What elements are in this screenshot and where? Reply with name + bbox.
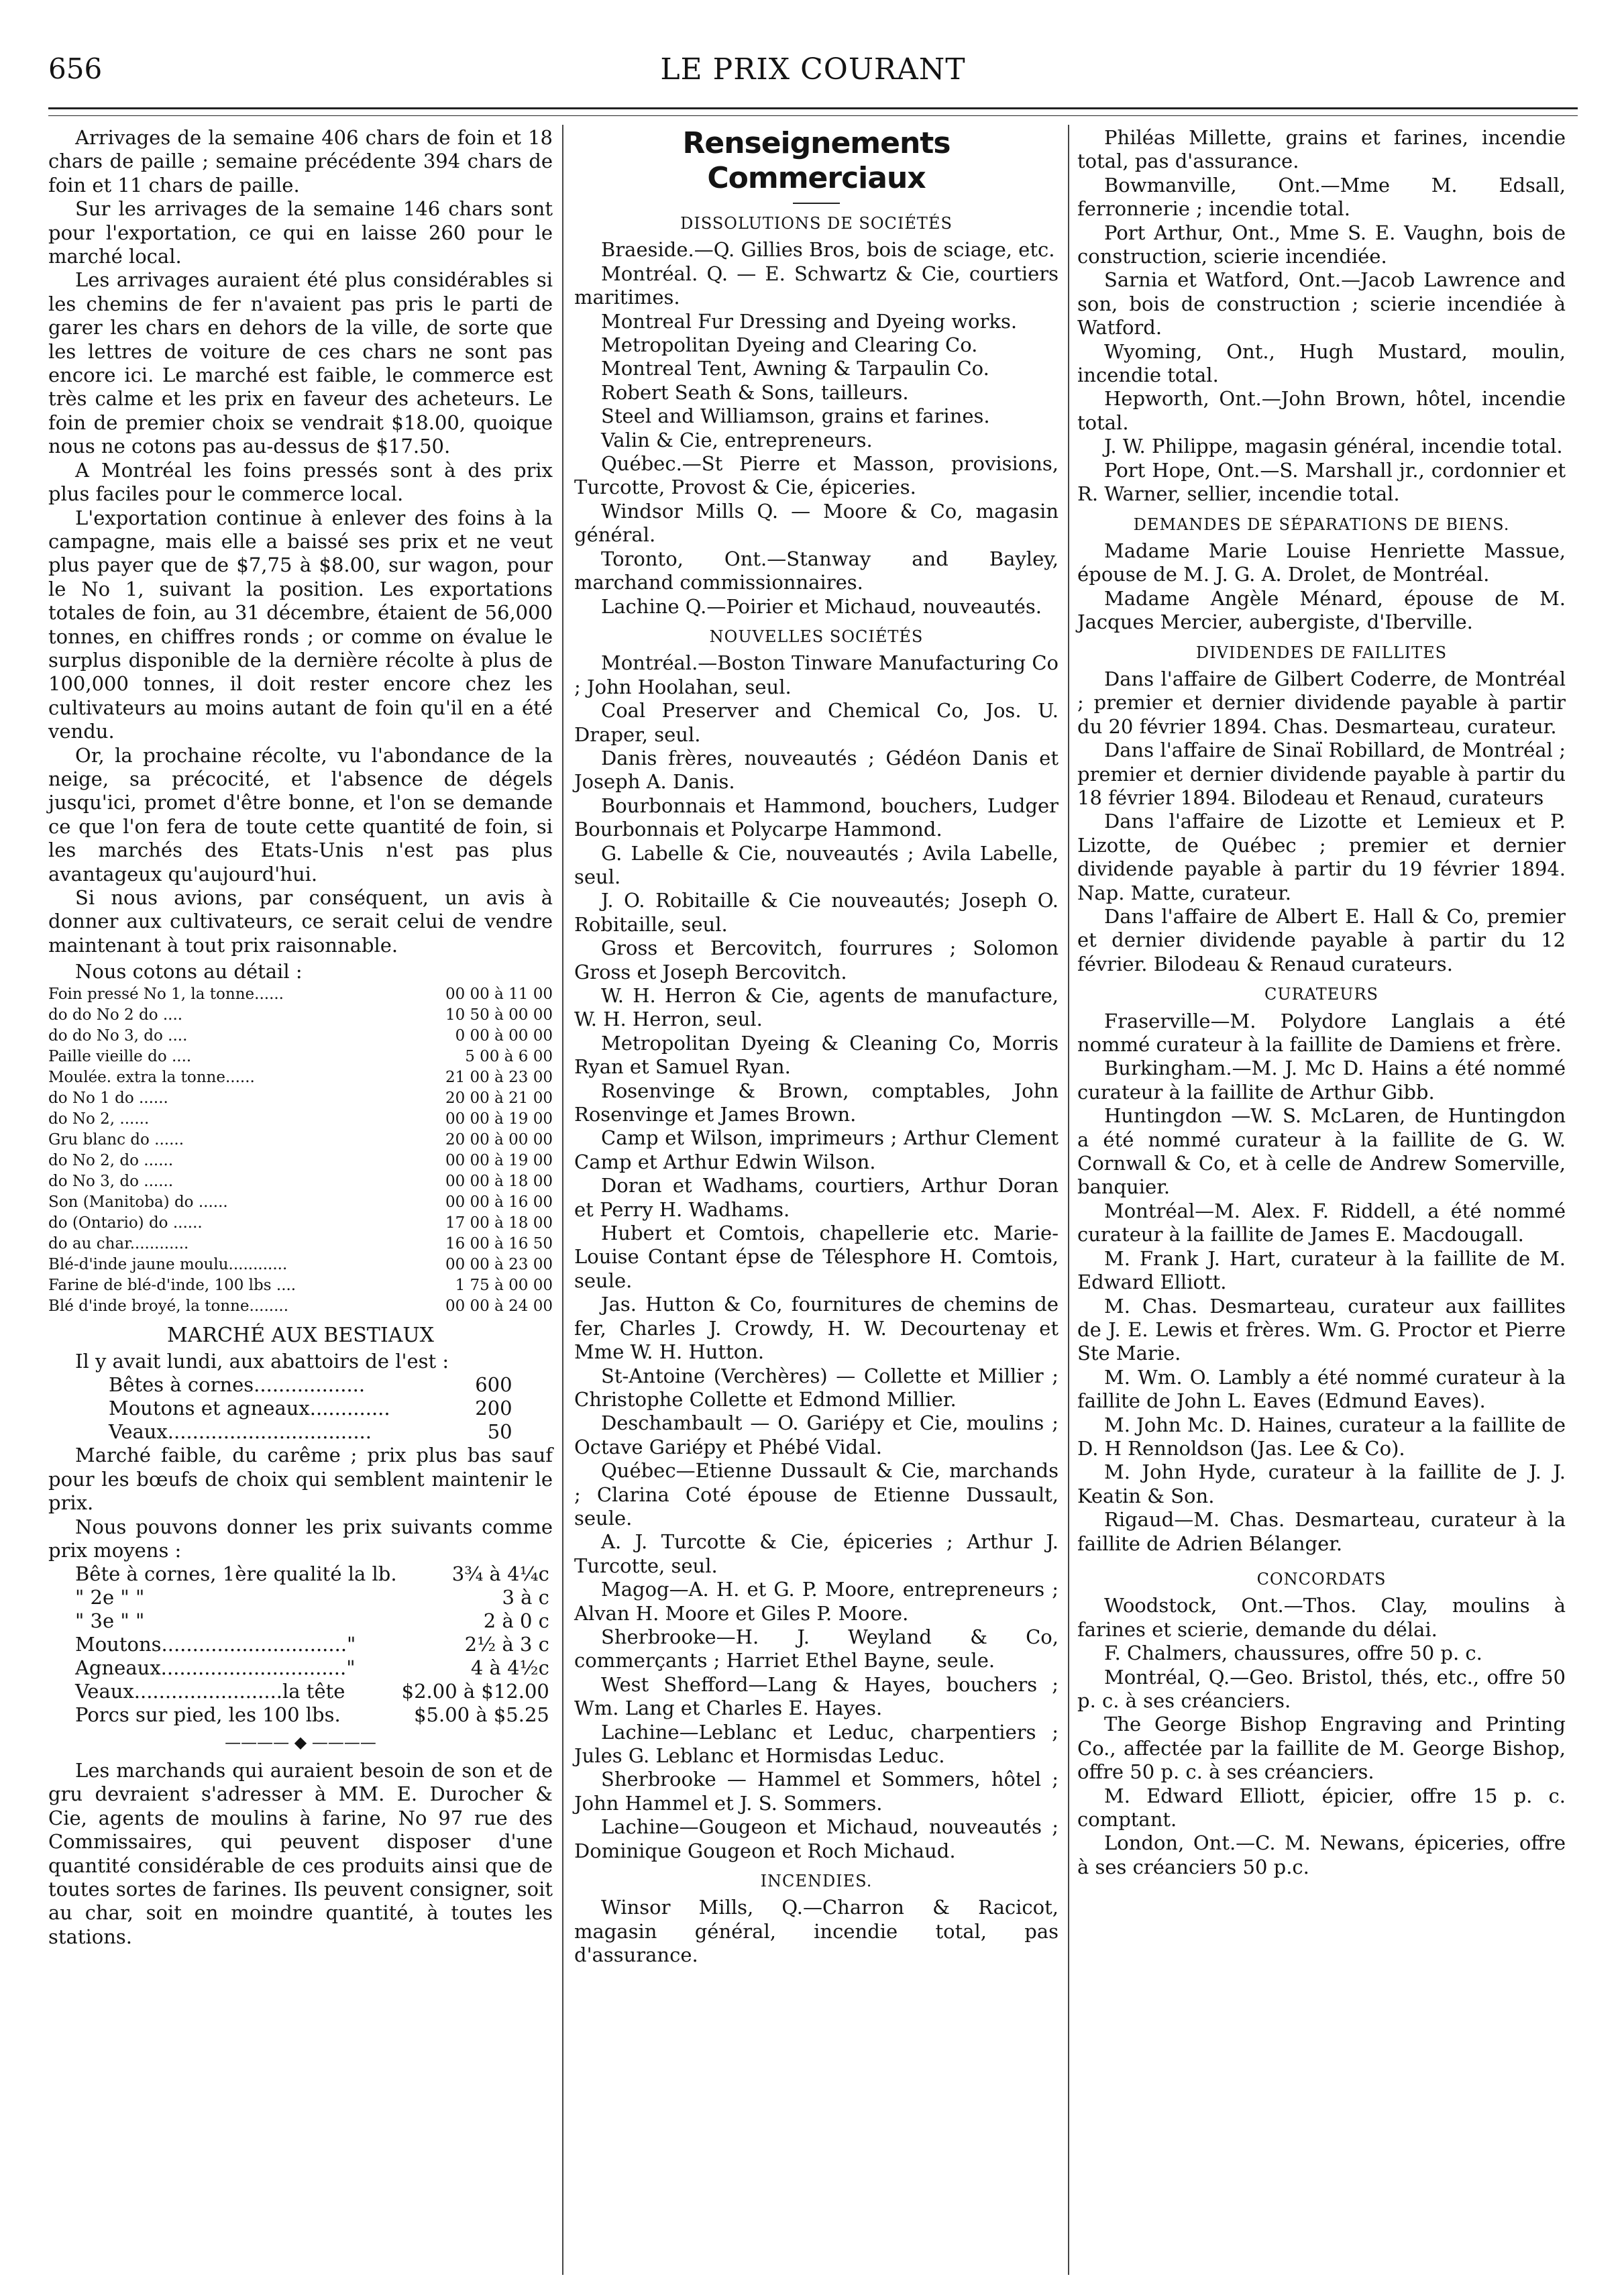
row-value: 20 00 à 21 00 [445, 1089, 553, 1107]
row-value: 20 00 à 00 00 [445, 1130, 553, 1149]
row-label: do do No 3, do .... [48, 1026, 188, 1045]
list-item: F. Chalmers, chaussures, offre 50 p. c. [1104, 1642, 1482, 1665]
list-item: Québec.—St Pierre et Masson, provisions, Turcotte, Provost & Cie, épiceries. [574, 452, 1059, 499]
incendies-heading: INCENDIES. [760, 1872, 873, 1891]
row-value: 00 00 à 19 00 [445, 1110, 553, 1128]
list-item: The George Bishop Engraving and Printing Co., affectée par la faillite de M. George Bishop, offre 50 p. c. à ses créanciers. [1077, 1713, 1566, 1784]
list-item: Braeside.—Q. Gillies Bros, bois de sciage, etc. [601, 238, 1055, 262]
average-prices-table [75, 1562, 549, 1727]
price-row [48, 1234, 553, 1255]
price-row [48, 984, 553, 1005]
row-value: 5 00 à 6 00 [465, 1047, 553, 1065]
row-value: 00 00 à 23 00 [445, 1255, 553, 1273]
price-row [48, 1213, 553, 1234]
list-item: Jas. Hutton & Co, fournitures de chemins de fer, Charles J. Crowdy, H. W. Decourtenay et Mme W. H. Hutton. [574, 1293, 1059, 1364]
livestock-row [109, 1420, 512, 1444]
row-value: 00 00 à 16 00 [445, 1193, 553, 1211]
row-label: " 2e " " [75, 1586, 145, 1609]
row-label: Farine de blé-d'inde, 100 lbs .... [48, 1276, 296, 1294]
price-table [48, 984, 553, 1317]
list-item: Port Arthur, Ont., Mme S. E. Vaughn, bois de construction, scierie incendiée. [1077, 221, 1566, 268]
price-row [48, 1192, 553, 1213]
page-number: 656 [48, 52, 103, 85]
header-rule [48, 107, 1578, 109]
livestock-text [48, 1444, 553, 1562]
list-item: Madame Angèle Ménard, épouse de M. Jacques Mercier, aubergiste, d'Iberville. [1077, 586, 1566, 634]
list-item: Montréal—M. Alex. F. Riddell, a été nommé curateur à la faillite de James E. Macdougall. [1077, 1199, 1566, 1246]
list-item: Windsor Mills Q. — Moore & Co, magasin général. [574, 499, 1059, 547]
price-row [48, 1151, 553, 1171]
concordats-list [1077, 1594, 1566, 1879]
row-value: 00 00 à 11 00 [445, 985, 553, 1003]
list-item: M. Chas. Desmarteau, curateur aux faillites de J. E. Lewis et frères. Wm. G. Proctor et Pierre Ste Marie. [1077, 1294, 1566, 1365]
dividendes-list [1077, 668, 1566, 976]
list-item: Gross et Bercovitch, fourrures ; Solomon Gross et Joseph Bercovitch. [574, 937, 1059, 983]
price-row [48, 1296, 553, 1317]
price-row [48, 1047, 553, 1067]
row-label: do (Ontario) do ...... [48, 1214, 203, 1232]
hay-market-text [48, 126, 553, 957]
list-item: Woodstock, Ont.—Thos. Clay, moulins à farines et scierie, demande du délai. [1077, 1594, 1566, 1641]
list-item: Huntingdon —W. S. McLaren, de Huntingdon a été nommé curateur à la faillite de G. W. Cornwall & Co, et à celle de Andrew Somerville, banquier. [1077, 1104, 1566, 1199]
list-item: Burkingham.—M. J. Mc D. Hains a été nommé curateur à la faillite de Arthur Gibb. [1077, 1057, 1566, 1104]
row-value: 17 00 à 18 00 [445, 1214, 553, 1232]
marche-title: MARCHÉ AUX BESTIAUX [166, 1323, 435, 1347]
price-row [48, 1171, 553, 1192]
page-title: LE PRIX COURANT [660, 52, 966, 87]
average-price-row [75, 1633, 549, 1656]
row-value: 50 [487, 1420, 512, 1444]
list-item: West Shefford—Lang & Hayes, bouchers ; Wm. Lang et Charles E. Hayes. [574, 1672, 1059, 1720]
list-item: Steel and Williamson, grains et farines. [601, 405, 990, 428]
row-label: Porcs sur pied, les 100 lbs. [75, 1703, 341, 1727]
separations-list [1077, 539, 1566, 635]
row-label: do do No 2 do .... [48, 1006, 183, 1024]
list-item: Port Hope, Ont.—S. Marshall jr., cordonnier et R. Warner, sellier, incendie total. [1077, 458, 1566, 506]
list-item: Québec—Etienne Dussault & Cie, marchands ; Clarina Coté épouse de Etienne Dussault, seule. [574, 1459, 1059, 1530]
column-2 [574, 126, 1059, 1968]
average-price-row [75, 1562, 549, 1586]
list-item: M. Wm. O. Lambly a été nommé curateur à la faillite de John L. Eaves (Edmund Eaves). [1077, 1365, 1566, 1413]
list-item: Robert Seath & Sons, tailleurs. [601, 380, 909, 404]
list-item: Hubert et Comtois, chapellerie etc. Marie-Louise Contant épse de Télesphore H. Comtois, seule. [574, 1222, 1059, 1292]
list-item: Dans l'affaire de Lizotte et Lemieux et P. Lizotte, de Québec ; premier et dernier dividende payable à partir du 19 février 1894. Nap. Matte, curateur. [1077, 810, 1566, 904]
incendies-list [574, 1896, 1059, 1967]
list-item: J. O. Robitaille & Cie nouveautés; Joseph O. Robitaille, seul. [574, 889, 1059, 936]
dissolutions-list [574, 238, 1059, 619]
durocher-notice: Les marchands qui auraient besoin de son et de gru devraient s'adresser à MM. E. Durocher & Cie, agents de moulins à farine, No 97 rue des Commissaires, qui peuvent disposer d'une quantité considérable de ces produits ainsi que de toutes sortes de farines. Ils peuvent consigner, soit au char, soit en moindre quantité, à toutes les stations. [48, 1758, 553, 1948]
list-item: Danis frères, nouveautés ; Gédéon Danis et Joseph A. Danis. [574, 746, 1059, 794]
paragraph: Marché faible, du carême ; prix plus bas sauf pour les bœufs de choix qui semblent maintenir le prix. [48, 1444, 553, 1515]
price-row [48, 1255, 553, 1275]
title-rule [793, 203, 840, 204]
row-label: Gru blanc do ...... [48, 1130, 184, 1149]
row-value: 10 50 à 00 00 [445, 1006, 553, 1024]
list-item: Rosenvinge & Brown, comptables, John Rosenvinge et James Brown. [574, 1079, 1059, 1126]
row-value: 4 à 4½c [470, 1656, 549, 1680]
column-1 [48, 126, 553, 1949]
list-item: Wyoming, Ont., Hugh Mustard, moulin, incendie total. [1077, 339, 1566, 387]
list-item: Madame Marie Louise Henriette Massue, épouse de M. J. G. A. Drolet, de Montréal. [1077, 539, 1566, 586]
average-price-row [75, 1680, 549, 1703]
curateurs-heading: CURATEURS [1264, 985, 1378, 1004]
marche-intro: Il y avait lundi, aux abattoirs de l'est : [75, 1350, 449, 1373]
list-item: Metropolitan Dyeing and Clearing Co. [601, 333, 978, 357]
row-label: Agneaux.............................." [75, 1656, 356, 1680]
list-item: Lachine—Gougeon et Michaud, nouveautés ; Dominique Gougeon et Roch Michaud. [574, 1815, 1059, 1862]
list-item: Montréal.—Boston Tinware Manufacturing Co ; John Hoolahan, seul. [574, 651, 1059, 698]
list-item: Toronto, Ont.—Stanway and Bayley, marchand commissionnaires. [574, 547, 1059, 594]
column-divider [562, 125, 563, 2275]
row-value: 3¾ à 4¼c [451, 1562, 549, 1586]
price-row [48, 1067, 553, 1088]
row-label: Veaux........................la tête [75, 1680, 345, 1703]
list-item: Lachine—Leblanc et Leduc, charpentiers ; Jules G. Leblanc et Hormisdas Leduc. [574, 1720, 1059, 1767]
list-item: Rigaud—M. Chas. Desmarteau, curateur à la faillite de Adrien Bélanger. [1077, 1508, 1566, 1555]
nouvelles-heading: NOUVELLES SOCIÉTÉS [709, 627, 924, 646]
list-item: St-Antoine (Verchères) — Collette et Millier ; Christophe Collette et Edmond Millier. [574, 1364, 1059, 1411]
paragraph: Arrivages de la semaine 406 chars de foin et 18 chars de paille ; semaine précédente 394 chars de foin et 11 chars de paille. [48, 126, 553, 197]
paragraph: L'exportation continue à enlever des foins à la campagne, mais elle a baissé ses prix et ne veut plus payer que de $7,75 à $8.00, sur wagon, pour le No 1, suivant la position. Les exportations totales de foin, au 31 décembre, étaient de 56,000 tonnes, en chiffres ronds ; or comme on évalue le surplus disponible de la dernière récolte à plus de 100,000 tonnes, il doit rester encore chez les cultivateurs au moins autant de foin qu'il en a été vendu. [48, 506, 553, 743]
list-item: Hepworth, Ont.—John Brown, hôtel, incendie total. [1077, 387, 1566, 434]
list-item: Dans l'affaire de Sinaï Robillard, de Montréal ; premier et dernier dividende payable à partir du 18 février 1894. Bilodeau et Renaud, curateurs [1077, 739, 1566, 809]
price-row [48, 1026, 553, 1047]
list-item: Montréal, Q.—Geo. Bristol, thés, etc., offre 50 p. c. à ses créanciers. [1077, 1665, 1566, 1712]
row-label: Blé-d'inde jaune moulu............ [48, 1255, 288, 1273]
price-row [48, 1088, 553, 1109]
list-item: Coal Preserver and Chemical Co, Jos. U. Draper, seul. [574, 699, 1059, 746]
row-label: do au char............ [48, 1234, 189, 1252]
dissolutions-heading: DISSOLUTIONS DE SOCIÉTÉS [680, 214, 953, 233]
paragraph: Si nous avions, par conséquent, un avis à donner aux cultivateurs, ce serait celui de vendre maintenant à tout prix raisonnable. [48, 886, 553, 957]
row-label: Moulée. extra la tonne...... [48, 1068, 255, 1086]
average-price-row [75, 1609, 549, 1633]
list-item: M. Frank J. Hart, curateur à la faillite de M. Edward Elliott. [1077, 1246, 1566, 1294]
list-item: Dans l'affaire de Gilbert Coderre, de Montréal ; premier et dernier dividende payable à partir du 20 février 1894. Chas. Desmarteau, curateur. [1077, 667, 1566, 738]
average-price-row [75, 1656, 549, 1680]
average-price-row [75, 1586, 549, 1609]
list-item: Sherbrooke — Hammel et Sommers, hôtel ; John Hammel et J. S. Sommers. [574, 1768, 1059, 1815]
price-row [48, 1005, 553, 1026]
column-3 [1077, 126, 1566, 1879]
row-value: 1 75 à 00 00 [455, 1276, 553, 1294]
list-item: Winsor Mills, Q.—Charron & Racicot, magasin général, incendie total, pas d'assurance. [574, 1896, 1059, 1967]
paragraph: A Montréal les foins pressés sont à des prix plus faciles pour le commerce local. [48, 458, 553, 506]
row-label: Son (Manitoba) do ...... [48, 1193, 228, 1211]
paragraph: Sur les arrivages de la semaine 146 chars sont pour l'exportation, ce qui en laisse 260 pour le marché local. [48, 197, 553, 268]
price-row [48, 1275, 553, 1296]
price-row [48, 1130, 553, 1151]
header-rule-thin [48, 115, 1578, 116]
row-label: Foin pressé No 1, la tonne...... [48, 985, 284, 1003]
row-value: 00 00 à 19 00 [445, 1151, 553, 1169]
list-item: Montreal Tent, Awning & Tarpaulin Co. [601, 357, 989, 380]
column-divider [1068, 125, 1069, 2275]
row-value: 0 00 à 00 00 [455, 1026, 553, 1045]
row-value: 200 [475, 1397, 512, 1420]
row-label: do No 2, do ...... [48, 1151, 174, 1169]
list-item: Sherbrooke—H. J. Weyland & Co, commerçants ; Harriet Ethel Bayne, seule. [574, 1625, 1059, 1672]
list-item: Fraserville—M. Polydore Langlais a été nommé curateur à la faillite de Damiens et frère. [1077, 1009, 1566, 1057]
row-label: Moutons et agneaux............. [109, 1397, 390, 1420]
incendies-list-cont [1077, 126, 1566, 506]
paragraph: Or, la prochaine récolte, vu l'abondance de la neige, sa précocité, et l'absence de dégels jusqu'ici, promet d'être bonne, et l'on se demande ce que l'on fera de toute cette quantité de foin, si les marchés des Etats-Unis n'est pas plus avantageux qu'aujourd'hui. [48, 743, 553, 886]
list-item: Doran et Wadhams, courtiers, Arthur Doran et Perry H. Wadhams. [574, 1174, 1059, 1221]
list-item: Lachine Q.—Poirier et Michaud, nouveautés. [601, 594, 1042, 618]
row-value: $5.00 à $5.25 [414, 1703, 549, 1727]
list-item: Montreal Fur Dressing and Dyeing works. [601, 309, 1018, 333]
row-value: 2½ à 3 c [464, 1633, 549, 1656]
separator-ornament: ———— ◆ ———— [225, 1733, 376, 1752]
row-label: do No 2, ...... [48, 1110, 150, 1128]
list-item: Sarnia et Watford, Ont.—Jacob Lawrence and son, bois de construction ; scierie incendiée à Watford. [1077, 268, 1566, 339]
dividendes-heading: DIVIDENDES DE FAILLITES [1195, 643, 1448, 662]
row-value: 600 [475, 1373, 512, 1397]
row-value: 16 00 à 16 50 [445, 1234, 553, 1252]
concordats-heading: CONCORDATS [1256, 1569, 1387, 1589]
list-item: Montréal. Q. — E. Schwartz & Cie, courtiers maritimes. [574, 262, 1059, 309]
row-label: Moutons.............................." [75, 1633, 356, 1656]
list-item: J. W. Philippe, magasin général, incendie total. [1104, 435, 1563, 458]
list-item: M. John Hyde, curateur à la faillite de J. J. Keatin & Son. [1077, 1460, 1566, 1507]
list-item: Camp et Wilson, imprimeurs ; Arthur Clement Camp et Arthur Edwin Wilson. [574, 1126, 1059, 1173]
list-item: M. John Mc. D. Haines, curateur a la faillite de D. H Rennoldson (Jas. Lee & Co). [1077, 1413, 1566, 1460]
row-label: Blé d'inde broyé, la tonne........ [48, 1297, 289, 1315]
livestock-row [109, 1373, 512, 1397]
detail-intro: Nous cotons au détail : [75, 960, 303, 983]
row-value: 21 00 à 23 00 [445, 1068, 553, 1086]
list-item: Philéas Millette, grains et farines, incendie total, pas d'assurance. [1077, 126, 1566, 173]
livestock-table [109, 1373, 512, 1444]
list-item: Valin & Cie, entrepreneurs. [601, 428, 873, 451]
list-item: Deschambault — O. Gariépy et Cie, moulins ; Octave Gariépy et Phébé Vidal. [574, 1411, 1059, 1458]
nouvelles-list [574, 651, 1059, 1863]
paragraph: Les arrivages auraient été plus considérables si les chemins de fer n'avaient pas pris le parti de garer les chars en dehors de la ville, de sorte que les lettres de voiture de ces chars ne sont pas encore ici. Le marché est faible, le commerce est très calme et les prix en faveur des acheteurs. Le foin de premier choix se vendrait $18.00, quoique nous ne cotons pas au-dessus de $17.50. [48, 268, 553, 458]
row-value: 3 à c [502, 1586, 549, 1609]
average-price-row [75, 1703, 549, 1727]
curateurs-list [1077, 1010, 1566, 1556]
list-item: W. H. Herron & Cie, agents de manufacture, W. H. Herron, seul. [574, 984, 1059, 1031]
row-value: 2 à 0 c [483, 1609, 549, 1633]
list-item: Bourbonnais et Hammond, bouchers, Ludger Bourbonnais et Polycarpe Hammond. [574, 794, 1059, 841]
row-value: 00 00 à 18 00 [445, 1172, 553, 1190]
row-value: 00 00 à 24 00 [445, 1297, 553, 1315]
list-item: A. J. Turcotte & Cie, épiceries ; Arthur J. Turcotte, seul. [574, 1530, 1059, 1577]
row-label: Veaux................................. [109, 1420, 372, 1444]
separations-heading: DEMANDES DE SÉPARATIONS DE BIENS. [1133, 515, 1510, 534]
row-value: $2.00 à $12.00 [401, 1680, 549, 1703]
list-item: Dans l'affaire de Albert E. Hall & Co, premier et dernier dividende payable à partir du 12 février. Bilodeau & Renaud curateurs. [1077, 905, 1566, 975]
list-item: London, Ont.—C. M. Newans, épiceries, offre à ses créanciers 50 p.c. [1077, 1831, 1566, 1878]
livestock-row [109, 1397, 512, 1420]
section-title: Renseignements Commerciaux [682, 126, 951, 195]
list-item: Magog—A. H. et G. P. Moore, entrepreneurs ; Alvan H. Moore et Giles P. Moore. [574, 1578, 1059, 1625]
row-label: Bête à cornes, 1ère qualité la lb. [75, 1562, 397, 1586]
list-item: M. Edward Elliott, épicier, offre 15 p. c. comptant. [1077, 1784, 1566, 1831]
row-label: do No 1 do ...... [48, 1089, 168, 1107]
page-header [48, 52, 1578, 99]
row-label: " 3e " " [75, 1609, 145, 1633]
row-label: Bêtes à cornes.................. [109, 1373, 366, 1397]
list-item: Bowmanville, Ont.—Mme M. Edsall, ferronnerie ; incendie total. [1077, 173, 1566, 221]
row-label: do No 3, do ...... [48, 1172, 174, 1190]
list-item: G. Labelle & Cie, nouveautés ; Avila Labelle, seul. [574, 841, 1059, 888]
row-label: Paille vieille do .... [48, 1047, 192, 1065]
paragraph: Nous pouvons donner les prix suivants comme prix moyens : [48, 1515, 553, 1562]
list-item: Metropolitan Dyeing & Cleaning Co, Morris Ryan et Samuel Ryan. [574, 1031, 1059, 1079]
price-row [48, 1109, 553, 1130]
